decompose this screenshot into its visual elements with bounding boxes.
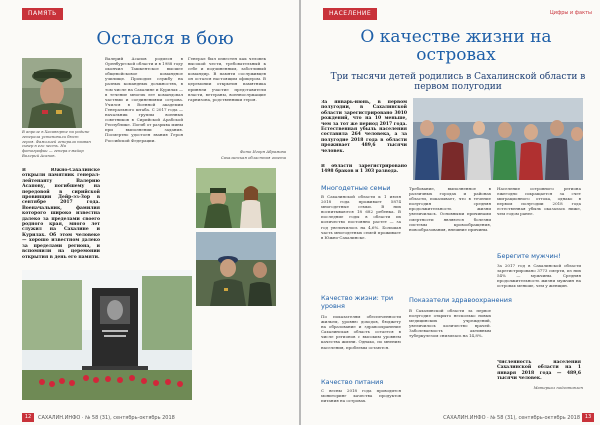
right-article-title: О качестве жизни на островах [360, 27, 552, 65]
left-footer: САХАЛИН.ИНФО · № 58 (31), сентябрь-октябрь 2018 [38, 415, 175, 421]
left-photo-credit: Фото Игоря Абрамова [240, 149, 286, 154]
left-column-2: Генерал был известен как человек высокой чести, требовательный к себе и подчиненным, заботливый командир. В памяти сослуживцев он остался настоящим офицером. В церемонии открытия памятника приняли участие представители власти, ветераны, военнослужащие гарнизона, родственники героя. [188, 56, 266, 102]
right-lead-paragraph: За январь-июнь, в первом полугодии, в Сахалинской области зарегистрировано 3010 рождений, что на 10 меньше, чем за тот же период 2017 года. Естественная убыль населения составила 264 человека, а за полугодие 2018 года в области проживает 489,6 тысячи человек. [321, 100, 407, 154]
section-tab-population: НАСЕЛЕНИЕ [323, 8, 377, 20]
left-source-credit: Сахалинская областная газета [220, 155, 286, 160]
col-large-families: В Сахалинской области к 1 июля 2018 года проживает 5874 многодетные семьи. В них воспитываются 18 682 ребенка. В последние годы в области их количество постоянно растет — за год увеличилось на 4,6%. Большая часть многодетных семей проживает в Южно-Сахалинске. [321, 194, 401, 240]
col-right: Население островного региона ежегодно сокращается за счет миграционного оттока, однако в первом полугодии 2018 года естественная убыль оказалась ниже, чем годом ранее. [497, 186, 581, 217]
col-food-quality: С весны 2018 года проводится мониторинг качества продуктов питания на островах. [321, 388, 401, 404]
portrait-caption: В апреле в Хасавюрте на родине генерала установили бюст героя. Фамилией генерала назван сквер в его честь. На фотографии — генерал-майор Валерий Асапов. [22, 130, 91, 158]
left-column-1: Валерий Асапов родился в Оренбургской области и в 1988 году окончил Ташкентское высшее общевойсковое командное училище. Проходил службу на разных командных должностях, в том числе на Сахалине и Курилах — в течение многих лет командовал частями и соединениями острова. Учился в Военной академии Генерального штаба. С 2017 года — начальник группы военных советников в Сирийской Арабской Республике. Погиб от разрыва мины при выполнении задания. Посмертно удостоен звания Героя Российской Федерации. [105, 56, 183, 143]
col-middle: Требование, выполненное в различных городах и районах области, показывает, что в течение полугодия средняя продолжительность жизни увеличилась. Основными причинами смертности являются болезни системы кровообращения, новообразования, внешние причины. [409, 186, 491, 232]
general-portrait-photo [22, 58, 82, 128]
left-article-title: Остался в бою [96, 28, 234, 49]
left-lead-paragraph: В Южно-Сахалинске открыли памятник генерал-лейтенанту Валерию Асапову, погибшему на передовой в сирийской провинции Дейр-эз-Зор в сентябре 2017 года. Военачальник, фамилия которого широко известна далеко за пределами своего родного края, много лет служил на Сахалине и Курилах. Об этом человеке — хорошо известном далеко за пределами региона, и вспомнили на церемонии открытия в день его памяти. [22, 168, 100, 260]
crowd-photo [413, 98, 583, 180]
heading-food-quality: Качество питания [321, 378, 384, 386]
right-article-subtitle: Три тысячи детей родились в Сахалинской области в первом полугодии [330, 72, 586, 92]
right-closing-note: Численность населения Сахалинской области на 1 января 2018 года — 489,6 тысячи человек. [497, 360, 581, 382]
right-page [301, 0, 600, 425]
ceremony-photo-bottom [196, 232, 276, 306]
col-protect-men: За 2017 год в Сахалинской области зарегистрировано 3773 смерти, из них 54% — мужчины. Средняя продолжительность жизни мужчин на островах меньше, чем у женщин. [497, 263, 581, 289]
ceremony-photo-top [196, 168, 276, 228]
col-healthcare: В Сахалинской области за первое полугодие открыто несколько новых медицинских учреждений, увеличилось количество врачей. Заболеваемость активным туберкулезом снизилась на 14,8%. [409, 308, 491, 339]
right-page-number: 13 [582, 413, 594, 422]
section-tab-memory: ПАМЯТЬ [22, 8, 63, 20]
left-page [0, 0, 299, 425]
heading-large-families: Многодетные семьи [321, 184, 391, 192]
left-page-number: 12 [22, 413, 34, 422]
heading-healthcare: Показатели здравоохранения [409, 296, 512, 304]
col-life-quality: По показателям обеспеченности жильем, уровню доходов, бюджету на образование и здравоохранение Сахалинская область остается в числе регионов с высоким уровнем качества жизни. Однако, по мнению населения, проблемы остаются. [321, 314, 401, 350]
right-footer: САХАЛИН.ИНФО · № 58 (31), сентябрь-октябрь 2018 [443, 415, 580, 421]
right-header-label: Цифры и факты [549, 10, 592, 16]
heading-life-quality: Качество жизни: три уровня [321, 294, 394, 310]
monument-photo [22, 270, 192, 400]
heading-protect-men: Берегите мужчин! [497, 252, 561, 260]
right-signature: Материал подготовлен [533, 385, 583, 390]
right-lead-marriages: В области зарегистрировано 1498 браков и 1 303 развода. [321, 164, 407, 175]
